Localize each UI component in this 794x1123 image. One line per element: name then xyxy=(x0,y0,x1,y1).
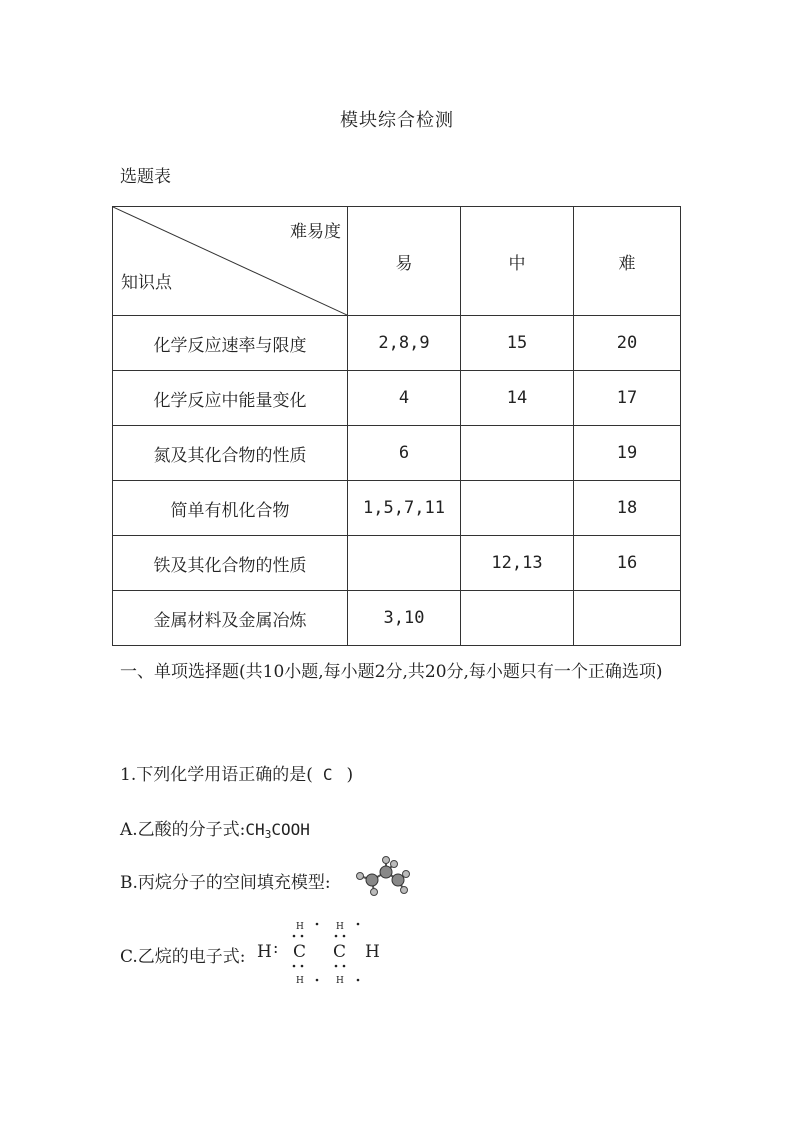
easy-cell: 2,8,9 xyxy=(348,316,461,371)
question-1-stem xyxy=(120,760,353,785)
hard-cell: 17 xyxy=(574,371,681,426)
hard-cell xyxy=(574,591,681,646)
atom-c1: C xyxy=(293,942,307,962)
option-a xyxy=(120,815,310,841)
table-row xyxy=(113,481,681,536)
easy-cell: 6 xyxy=(348,426,461,481)
table-row xyxy=(113,536,681,591)
atom-h-bottom-2: H xyxy=(336,976,344,986)
topic-cell: 铁及其化合物的性质 xyxy=(113,536,348,591)
corner-label-topic: 知识点 xyxy=(121,273,172,293)
table-row xyxy=(113,426,681,481)
atom-h-top-2: H xyxy=(336,922,344,932)
atom-h-top-1: H xyxy=(296,922,304,932)
table-caption: 选题表 xyxy=(120,167,171,187)
header-medium: 中 xyxy=(461,207,574,316)
corner-label-difficulty: 难易度 xyxy=(290,222,341,242)
easy-cell: 4 xyxy=(348,371,461,426)
medium-cell: 14 xyxy=(461,371,574,426)
header-easy: 易 xyxy=(348,207,461,316)
option-b xyxy=(120,868,331,893)
header-hard: 难 xyxy=(574,207,681,316)
atom-h-right: H xyxy=(365,942,380,962)
easy-cell: 3,10 xyxy=(348,591,461,646)
question-close-paren: ) xyxy=(346,765,354,785)
section-heading: 一、单项选择题(共10小题,每小题2分,共20分,每小题只有一个正确选项) xyxy=(120,662,663,682)
option-c xyxy=(120,942,246,967)
hard-cell: 20 xyxy=(574,316,681,371)
easy-cell xyxy=(348,536,461,591)
topic-cell: 化学反应速率与限度 xyxy=(113,316,348,371)
hard-cell: 16 xyxy=(574,536,681,591)
table-header-row xyxy=(113,207,681,316)
medium-cell xyxy=(461,481,574,536)
atom-h-left: H xyxy=(257,942,272,962)
topic-cell: 简单有机化合物 xyxy=(113,481,348,536)
topic-cell: 化学反应中能量变化 xyxy=(113,371,348,426)
table-row xyxy=(113,591,681,646)
table-row xyxy=(113,316,681,371)
topic-cell: 氮及其化合物的性质 xyxy=(113,426,348,481)
electron-dots xyxy=(280,918,370,988)
medium-cell xyxy=(461,591,574,646)
question-stem-text: 1.下列化学用语正确的是( xyxy=(120,765,313,785)
medium-cell: 12,13 xyxy=(461,536,574,591)
medium-cell xyxy=(461,426,574,481)
atom-h-bottom-1: H xyxy=(296,976,304,986)
hard-cell: 18 xyxy=(574,481,681,536)
topic-difficulty-table xyxy=(112,206,681,646)
topic-cell: 金属材料及金属冶炼 xyxy=(113,591,348,646)
option-a-label: A.乙酸的分子式: xyxy=(120,820,246,840)
option-c-label: C.乙烷的电子式: xyxy=(120,947,246,967)
option-b-label: B.丙烷分子的空间填充模型: xyxy=(120,873,331,893)
page-title: 模块综合检测 xyxy=(340,110,454,131)
atom-c2: C xyxy=(333,942,347,962)
hard-cell: 19 xyxy=(574,426,681,481)
electron-pair: : xyxy=(273,938,279,957)
easy-cell: 1,5,7,11 xyxy=(348,481,461,536)
table-row xyxy=(113,371,681,426)
corner-cell xyxy=(113,207,348,316)
propane-space-filling-model xyxy=(352,856,410,896)
question-answer: C xyxy=(322,765,333,784)
option-a-formula: $CH_3COOH$ xyxy=(245,820,310,841)
medium-cell: 15 xyxy=(461,316,574,371)
